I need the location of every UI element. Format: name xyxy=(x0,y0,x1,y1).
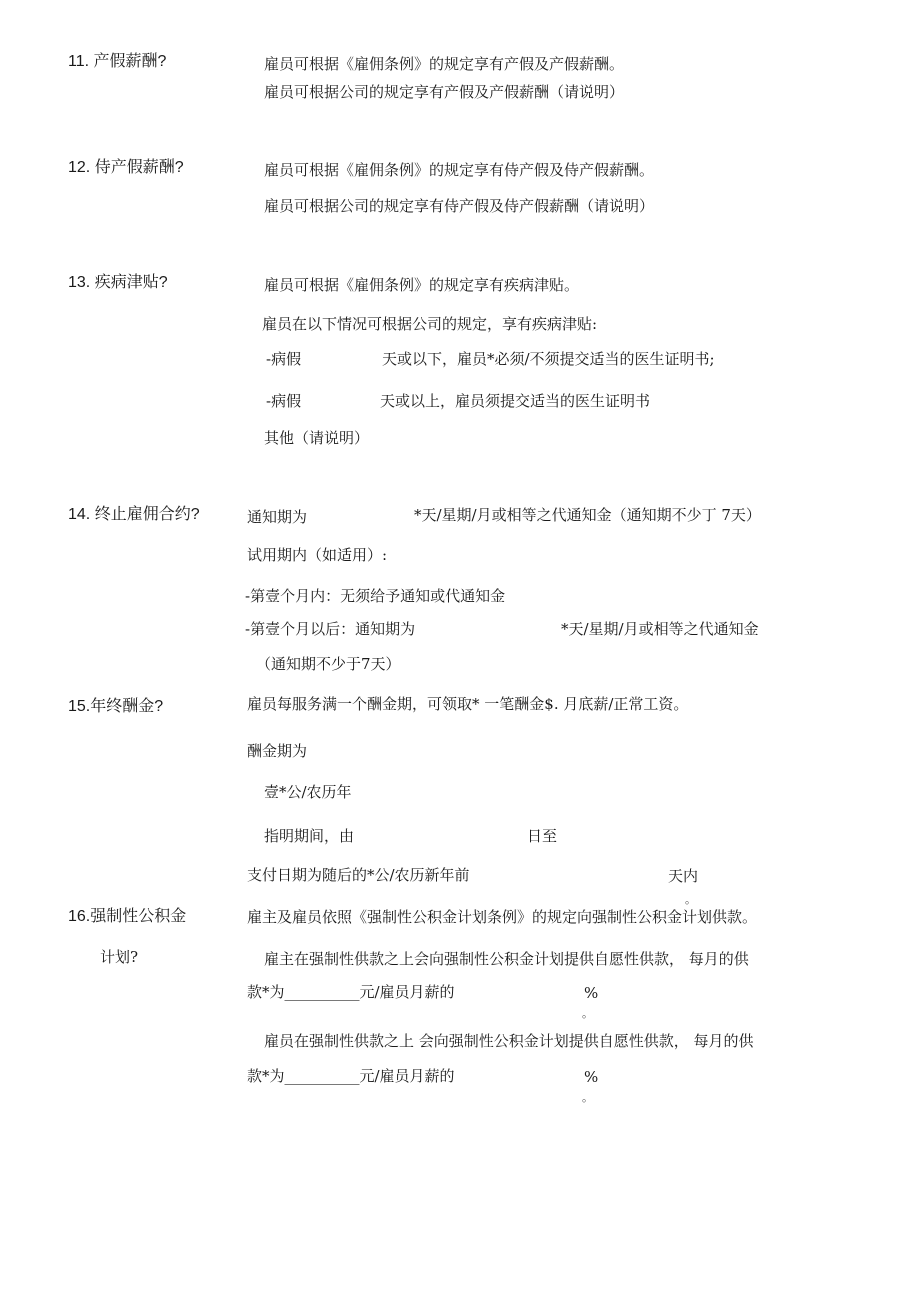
sick-leave-a-text: 天或以下，雇员*必须/不须提交适当的医生证明书; xyxy=(382,350,715,368)
section-15-line-1: 雇员每服务满一个酬金期，可领取* 一笔酬金$. 月底薪/正常工资。 xyxy=(247,695,689,713)
section-11-title: 11. 产假薪酬? xyxy=(68,53,167,70)
section-16-line-1: 雇主及雇员依照《强制性公积金计划条例》的规定向强制性公积金计划供款。 xyxy=(247,908,758,926)
section-12-line-2: 雇员可根据公司的规定享有侍产假及侍产假薪酬（请说明） xyxy=(264,197,655,215)
section-12-title: 12. 侍产假薪酬? xyxy=(68,159,184,176)
employee-percent-sign: % xyxy=(584,1068,599,1086)
notice-min-line: （通知期不少于7天） xyxy=(256,655,401,673)
employer-dot: 。 xyxy=(582,1007,593,1020)
section-16-title-cont: 计划? xyxy=(100,948,139,966)
payment-date-label: 支付日期为随后的*公/农历新年前 xyxy=(247,866,470,884)
employer-contribution-amount: 款*为__________元/雇员月薪的 xyxy=(247,983,455,1001)
after-first-month-text: *天/星期/月或相等之代通知金 xyxy=(561,620,759,638)
employee-contribution-line: 雇员在强制性供款之上 会向强制性公积金计划提供自愿性供款， 每月的供 xyxy=(264,1032,754,1050)
first-month-line: -第壹个月内：无须给予通知或代通知金 xyxy=(245,587,506,605)
section-15-title: 15.年终酬金? xyxy=(68,698,164,715)
section-14-title: 14. 终止雇佣合约? xyxy=(68,506,200,523)
payment-days-text: 天内 xyxy=(668,867,699,885)
specified-period-label: 指明期间，由 xyxy=(264,827,355,845)
after-first-month-label: -第壹个月以后：通知期为 xyxy=(245,620,416,638)
section-13-other: 其他（请说明） xyxy=(264,429,370,447)
notice-period-label: 通知期为 xyxy=(247,508,308,526)
section-16-title: 16.强制性公积金 xyxy=(68,908,187,925)
employer-percent-sign: % xyxy=(584,984,599,1002)
section-13-line-2: 雇员在以下情况可根据公司的规定，享有疾病津贴: xyxy=(262,315,598,333)
bonus-period-label: 酬金期为 xyxy=(247,742,308,760)
employer-contribution-line: 雇主在强制性供款之上会向强制性公积金计划提供自愿性供款， 每月的供 xyxy=(264,950,749,968)
employee-contribution-amount: 款*为__________元/雇员月薪的 xyxy=(247,1067,455,1085)
section-13-title: 13. 疾病津贴? xyxy=(68,274,168,291)
employee-dot: 。 xyxy=(582,1091,593,1104)
sick-leave-a-label: -病假 xyxy=(266,350,302,368)
section-13-line-1: 雇员可根据《雇佣条例》的规定享有疾病津贴。 xyxy=(264,276,580,294)
sick-leave-b-label: -病假 xyxy=(266,392,302,410)
sick-leave-b-text: 天或以上，雇员须提交适当的医生证明书 xyxy=(380,392,651,410)
notice-period-text: *天/星期/月或相等之代通知金（通知期不少丁 7天） xyxy=(414,506,761,524)
bonus-period-year: 壹*公/农历年 xyxy=(264,783,352,801)
probation-line: 试用期内（如适用）: xyxy=(247,546,388,564)
section-11-line-1: 雇员可根据《雇佣条例》的规定享有产假及产假薪酬。 xyxy=(264,55,625,73)
section-11-line-2: 雇员可根据公司的规定享有产假及产假薪酬（请说明） xyxy=(264,83,625,101)
section-12-line-1: 雇员可根据《雇佣条例》的规定享有侍产假及侍产假薪酬。 xyxy=(264,161,655,179)
specified-period-to: 日至 xyxy=(527,827,558,845)
section-15-dot: 。 xyxy=(685,893,696,906)
